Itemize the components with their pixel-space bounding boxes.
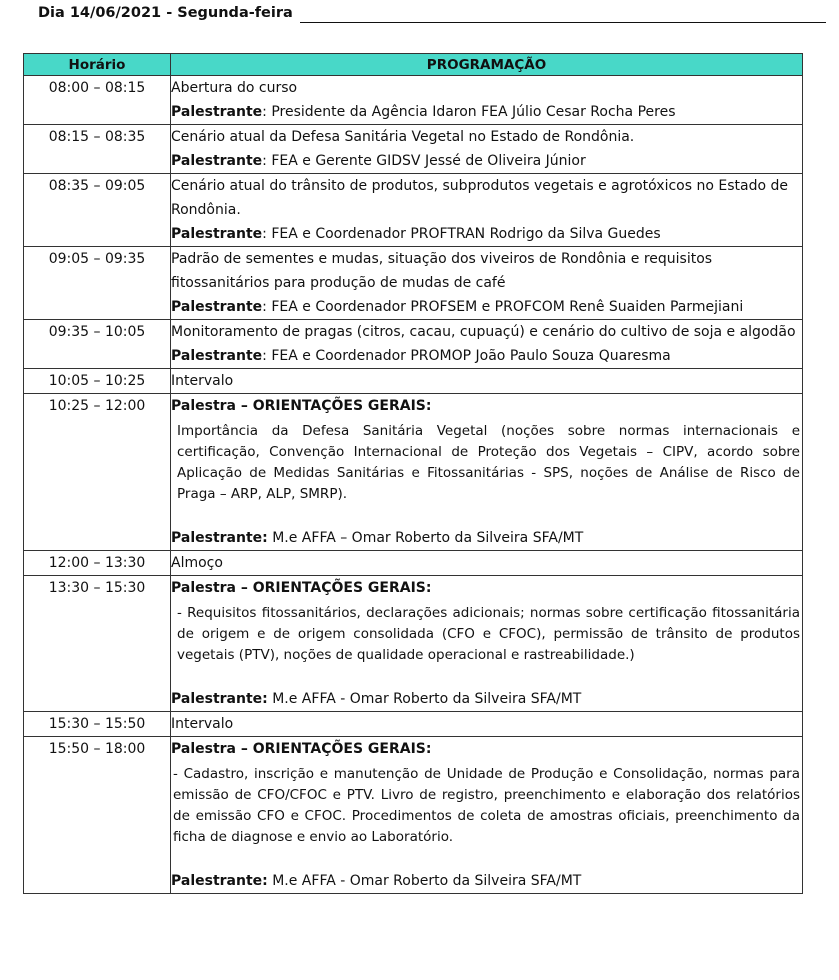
row-time: 08:00 – 08:15 bbox=[24, 76, 171, 125]
speaker-name: : FEA e Coordenador PROFSEM e PROFCOM Renê Suaiden Parmejiani bbox=[262, 299, 744, 315]
row-speaker bbox=[171, 687, 802, 711]
row-time: 10:05 – 10:25 bbox=[24, 369, 171, 394]
lecture-title: Palestra – ORIENTAÇÕES GERAIS: bbox=[171, 398, 432, 414]
speaker-name: : FEA e Coordenador PROFTRAN Rodrigo da Silva Guedes bbox=[262, 226, 661, 242]
row-program bbox=[171, 125, 803, 174]
row-time: 12:00 – 13:30 bbox=[24, 551, 171, 576]
row-program bbox=[171, 712, 803, 737]
speaker-name: M.e AFFA - Omar Roberto da Silveira SFA/MT bbox=[267, 691, 582, 707]
row-speaker bbox=[171, 100, 802, 124]
speaker-label: Palestrante: bbox=[171, 530, 268, 546]
row-title: Padrão de sementes e mudas, situação dos viveiros de Rondônia e requisitos fitossanitários para produção de mudas de café bbox=[171, 251, 713, 291]
speaker-label: Palestrante: bbox=[171, 691, 268, 707]
row-program bbox=[171, 247, 803, 320]
row-speaker bbox=[171, 222, 802, 246]
table-header-row bbox=[24, 54, 803, 76]
row-speaker bbox=[171, 295, 802, 319]
row-title: Abertura do curso bbox=[171, 80, 298, 96]
row-program bbox=[171, 369, 803, 394]
row-time: 10:25 – 12:00 bbox=[24, 394, 171, 551]
row-title: Cenário atual do trânsito de produtos, subprodutos vegetais e agrotóxicos no Estado de Rondônia. bbox=[171, 178, 788, 218]
row-speaker bbox=[171, 869, 802, 893]
row-title: Cenário atual da Defesa Sanitária Vegetal no Estado de Rondônia. bbox=[171, 129, 635, 145]
speaker-label: Palestrante bbox=[171, 104, 263, 120]
row-time: 09:05 – 09:35 bbox=[24, 247, 171, 320]
spacer bbox=[171, 505, 802, 526]
row-program bbox=[171, 394, 803, 551]
lecture-title: Palestra – ORIENTAÇÕES GERAIS: bbox=[171, 580, 432, 596]
row-time: 08:15 – 08:35 bbox=[24, 125, 171, 174]
row-speaker bbox=[171, 149, 802, 173]
speaker-name: : FEA e Gerente GIDSV Jessé de Oliveira Júnior bbox=[262, 153, 586, 169]
schedule-table bbox=[23, 53, 803, 894]
header-time: Horário bbox=[24, 54, 171, 76]
spacer bbox=[171, 666, 802, 687]
table-row bbox=[24, 320, 803, 369]
row-time: 09:35 – 10:05 bbox=[24, 320, 171, 369]
row-program bbox=[171, 737, 803, 894]
spacer bbox=[171, 848, 802, 869]
lecture-title: Palestra – ORIENTAÇÕES GERAIS: bbox=[171, 741, 432, 757]
row-time: 08:35 – 09:05 bbox=[24, 174, 171, 247]
speaker-label: Palestrante bbox=[171, 348, 263, 364]
row-title: Intervalo bbox=[171, 716, 234, 732]
speaker-label: Palestrante bbox=[171, 226, 263, 242]
row-title: Almoço bbox=[171, 555, 223, 571]
table-row bbox=[24, 125, 803, 174]
speaker-name: : FEA e Coordenador PROMOP João Paulo Souza Quaresma bbox=[262, 348, 671, 364]
row-speaker bbox=[171, 344, 802, 368]
row-title: Intervalo bbox=[171, 373, 234, 389]
table-row bbox=[24, 174, 803, 247]
title-underline bbox=[300, 22, 826, 23]
table-row bbox=[24, 576, 803, 712]
table-row bbox=[24, 551, 803, 576]
table-row bbox=[24, 737, 803, 894]
row-time: 15:50 – 18:00 bbox=[24, 737, 171, 894]
table-row bbox=[24, 369, 803, 394]
lecture-description: - Cadastro, inscrição e manutenção de Unidade de Produção e Consolidação, normas para emissão de CFO/CFOC e PTV. Livro de registro, preenchimento e elaboração dos relatórios de emissão CFO e CFOC. Procedimentos de coleta de amostras oficiais, preenchimento da ficha de diagnose e envio ao Laboratório. bbox=[173, 766, 800, 845]
speaker-label: Palestrante bbox=[171, 299, 263, 315]
table-row bbox=[24, 247, 803, 320]
row-program bbox=[171, 320, 803, 369]
speaker-name: : Presidente da Agência Idaron FEA Júlio Cesar Rocha Peres bbox=[262, 104, 676, 120]
speaker-name: M.e AFFA - Omar Roberto da Silveira SFA/MT bbox=[267, 873, 582, 889]
table-row bbox=[24, 76, 803, 125]
row-speaker bbox=[171, 526, 802, 550]
row-program bbox=[171, 576, 803, 712]
row-time: 15:30 – 15:50 bbox=[24, 712, 171, 737]
lecture-description: - Requisitos fitossanitários, declarações adicionais; normas sobre certificação fitossanitária de origem e de origem consolidada (CFO e CFOC), permissão de trânsito de produtos vegetais (PTV), noções de qualidade operacional e rastreabilidade.) bbox=[177, 605, 800, 663]
day-title: Dia 14/06/2021 - Segunda-feira bbox=[38, 5, 293, 21]
speaker-label: Palestrante bbox=[171, 153, 263, 169]
row-program bbox=[171, 551, 803, 576]
row-title: Monitoramento de pragas (citros, cacau, cupuaçú) e cenário do cultivo de soja e algodão bbox=[171, 324, 796, 340]
table-row bbox=[24, 712, 803, 737]
speaker-label: Palestrante: bbox=[171, 873, 268, 889]
table-row bbox=[24, 394, 803, 551]
header-program: PROGRAMAÇÃO bbox=[171, 54, 803, 76]
row-program bbox=[171, 76, 803, 125]
speaker-name: M.e AFFA – Omar Roberto da Silveira SFA/MT bbox=[267, 530, 584, 546]
row-time: 13:30 – 15:30 bbox=[24, 576, 171, 712]
row-program bbox=[171, 174, 803, 247]
lecture-description: Importância da Defesa Sanitária Vegetal (noções sobre normas internacionais e certificação, Convenção Internacional de Proteção dos Vegetais – CIPV, acordo sobre Aplicação de Medidas Sanitárias e Fitossanitárias - SPS, noções de Análise de Risco de Praga – ARP, ALP, SMRP). bbox=[177, 423, 800, 502]
